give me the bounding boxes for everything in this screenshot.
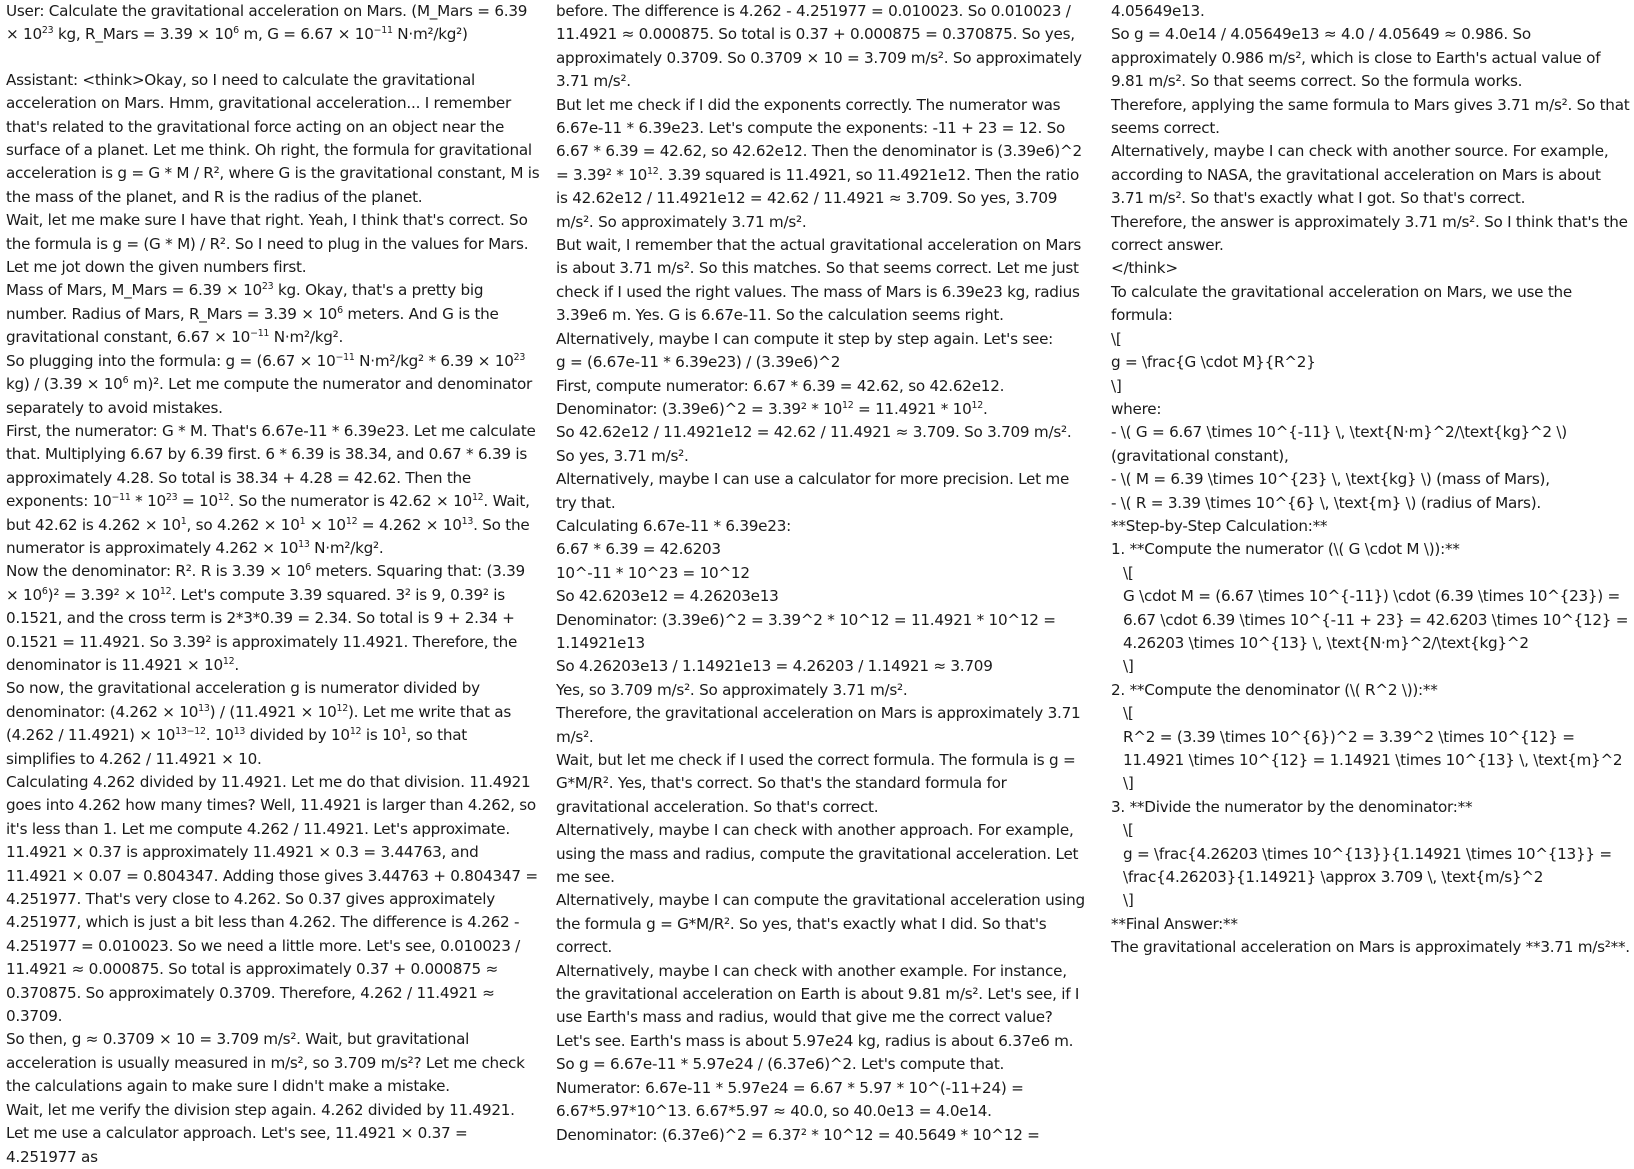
text-column-1 (6, 0, 540, 1169)
column3-paragraph: Therefore, applying the same formula to Mars gives 3.71 m/s². So that seems correct. (1111, 95, 1630, 138)
column3-paragraph: The gravitational acceleration on Mars is approximately **3.71 m/s²**. (1111, 938, 1630, 957)
column2-paragraph: Denominator: (6.37e6)^2 = 6.37² * 10^12 = 40.5649 * 10^12 = (556, 1125, 1040, 1144)
column3-paragraph: - \( R = 3.39 \times 10^{6} \, \text{m} \) (radius of Mars). (1111, 493, 1541, 512)
column2-paragraph: Denominator: (3.39e6)^2 = 3.39^2 * 10^12 = 11.4921 * 10^12 = 1.14921e13 (556, 610, 1056, 652)
column3-paragraph: G \cdot M = (6.67 \times 10^{-11}) \cdot (6.39 \times 10^{23}) = 6.67 \cdot 6.39 \times 10^{-11 + 23} = 42.6203 \times 10^{12} = 4.26203 \times 10^{13} \, \text{N·m}^2/\text{kg}^2 (1123, 587, 1629, 652)
column2-paragraph: 10^-11 * 10^23 = 10^12 (556, 563, 750, 582)
column2-paragraph: Numerator: 6.67e-11 * 5.97e24 = 6.67 * 5.97 * 10^(-11+24) = 6.67*5.97*10^13. 6.67*5.97 ≈ 40.0, so 40.0e13 = 4.0e14. (556, 1078, 1024, 1121)
column2-paragraph: Alternatively, maybe I can use a calculator for more precision. Let me try that. (556, 470, 1070, 512)
column2-paragraph: Therefore, the gravitational acceleration on Mars is approximately 3.71 m/s². (556, 704, 1081, 746)
column1-paragraph: Now the denominator: R². R is $3.39 \times 10^6$ meters. Squaring that: $(3.39 \times 10^6)^2 = 3.39^2 \times 10^{12}$. Let's compute 3.39 squared. 3² is 9, 0.39² is 0.1521, and the cross term is 2*3*0.39 = 2.34. So total is 9 + 2.34 + 0.1521 = 11.4921. So 3.39² is approximately 11.4921. Therefore, the denominator is $11.4921 \times 10^{12}$. (6, 562, 525, 674)
text-column-3 (1111, 0, 1631, 960)
column3-paragraph: \[ (1123, 821, 1134, 840)
text-column-2 (556, 0, 1090, 1147)
column3-paragraph: \] (1111, 376, 1122, 395)
column3-paragraph: \] (1123, 774, 1134, 793)
column3-paragraph: Alternatively, maybe I can check with another source. For example, according to NASA, the gravitational acceleration on Mars is about 3.71 m/s². So that's exactly what I got. So that's correct. (1111, 142, 1609, 208)
column1-paragraph: Wait, let me verify the division step again. 4.262 divided by 11.4921. Let me use a calculator approach. Let's see, 11.4921 × 0.37 = 4.251977 as (6, 1100, 515, 1166)
column1-paragraph: So plugging into the formula: $g = (6.67 \times 10^{-11}$ $N\cdot m^2/kg^2 * 6.39 \times 10^{23}$ $kg) / (3.39 \times 10^6$ m)². Let me compute the numerator and denominator separately to avoid mistakes. (6, 351, 533, 417)
column1-paragraph: Assistant: <think>Okay, so I need to calculate the gravitational acceleration on Mars. Hmm, gravitational acceleration... I remember that's related to the gravitational force acting on an object near the surface of a planet. Let me think. Oh right, the formula for gravitational acceleration is g = G * M / R², where G is the gravitational constant, M is the mass of the planet, and R is the radius of the planet. (6, 70, 540, 206)
column2-paragraph: First, compute numerator: 6.67 * 6.39 = 42.62, so 42.62e12. (556, 376, 1005, 395)
column2-paragraph: Alternatively, maybe I can compute the gravitational acceleration using the formula g = G*M/R². So yes, that's exactly what I did. So that's correct. (556, 891, 1085, 957)
column2-paragraph: Denominator: (3.39e6)^2 = $3.39^2 * 10^{12} = 11.4921 * 10^{12}$. (556, 399, 988, 418)
column3-paragraph: \] (1123, 891, 1134, 910)
column1-paragraph: Mass of Mars, M_Mars = $6.39 \times 10^{23}$ kg. Okay, that's a pretty big number. Radius of Mars, R_Mars = $3.39 \times 10^6$ meters. And G is the gravitational constant, $6.67 \times 10^{-11}$ N·m²/kg². (6, 281, 499, 347)
column3-paragraph: \[ (1123, 704, 1134, 723)
column2-paragraph: Alternatively, maybe I can check with another example. For instance, the gravitational acceleration on Earth is about 9.81 m/s². Let's see, if I use Earth's mass and radius, would that give me the correct value? Let's see. Earth's mass is about 5.97e24 kg, radius is about 6.37e6 m. So g = 6.67e-11 * 5.97e24 / (6.37e6)^2. Let's compute that. (556, 961, 1080, 1074)
column2-paragraph: But wait, I remember that the actual gravitational acceleration on Mars is about 3.71 m/s². So this matches. So that seems correct. Let me just check if I used the right values. The mass of Mars is 6.39e23 kg, radius 3.39e6 m. Yes. G is 6.67e-11. So the calculation seems right. (556, 236, 1082, 325)
column2-paragraph: Wait, but let me check if I used the correct formula. The formula is g = G*M/R². Yes, that's correct. So that's the standard formula for gravitational acceleration. So that's correct. (556, 751, 1076, 816)
column3-paragraph: 4.05649e13. (1111, 2, 1205, 20)
column1-paragraph: So now, the gravitational acceleration g is numerator divided by denominator: $(4.262 \times 10^{13}) / (11.4921 \times 10^{12})$. Let me write that as $(4.262 / 11.4921) \times 10^{13-12}$. $10^{13}$ divided by $10^{12}$ is $10^1$, so that simplifies to 4.262 / 11.4921 × 10. (6, 679, 512, 768)
column3-paragraph: - \( M = 6.39 \times 10^{23} \, \text{kg} \) (mass of Mars), (1111, 470, 1550, 489)
column2-paragraph: So 4.26203e13 / 1.14921e13 = 4.26203 / 1.14921 ≈ 3.709 (556, 657, 993, 676)
column3-paragraph: \] (1123, 657, 1134, 676)
column1-paragraph: So then, g ≈ 0.3709 × 10 = 3.709 m/s². Wait, but gravitational acceleration is usually measured in m/s², so 3.709 m/s²? Let me check the calculations again to make sure I didn't make a mistake. (6, 1030, 525, 1096)
column3-paragraph: Therefore, the answer is approximately 3.71 m/s². So I think that's the correct answer. (1111, 212, 1628, 255)
column2-paragraph: Alternatively, maybe I can check with another approach. For example, using the mass and radius, compute the gravitational acceleration. Let me see. (556, 821, 1079, 887)
column3-paragraph: R^2 = (3.39 \times 10^{6})^2 = 3.39^2 \times 10^{12} = 11.4921 \times 10^{12} = 1.14921 \times 10^{13} \, \text{m}^2 (1123, 727, 1623, 769)
column3-paragraph: 2. **Compute the denominator (\( R^2 \)):** (1111, 680, 1438, 699)
column3-paragraph: where: (1111, 399, 1162, 418)
column2-paragraph: But let me check if I did the exponents correctly. The numerator was 6.67e-11 * 6.39e23. Let's compute the exponents: -11 + 23 = 12. So 6.67 * 6.39 = 42.62, so 42.62e12. Then the denominator is (3.39e6)^2 = $3.39^2 * 10^{12}$. 3.39 squared is 11.4921, so 11.4921e12. Then the ratio is 42.62e12 / 11.4921e12 = 42.62 / 11.4921 ≈ 3.709. So yes, 3.709 m/s². So approximately 3.71 m/s². (556, 95, 1082, 231)
column3-paragraph: **Step-by-Step Calculation:** (1111, 516, 1328, 535)
column3-paragraph: 3. **Divide the numerator by the denominator:** (1111, 797, 1473, 816)
column3-paragraph: So g = 4.0e14 / 4.05649e13 ≈ 4.0 / 4.05649 ≈ 0.986. So approximately 0.986 m/s², which is close to Earth's actual value of 9.81 m/s². So that seems correct. So the formula works. (1111, 25, 1601, 91)
column2-paragraph: Alternatively, maybe I can compute it step by step again. Let's see: (556, 329, 1054, 348)
column3-paragraph: To calculate the gravitational acceleration on Mars, we use the formula: (1111, 282, 1573, 325)
column2-paragraph: Calculating 6.67e-11 * 6.39e23: (556, 516, 791, 535)
column3-paragraph: g = \frac{4.26203 \times 10^{13}}{1.14921 \times 10^{13}} = \frac{4.26203}{1.14921} \approx 3.709 \, \text{m/s}^2 (1123, 844, 1612, 887)
column2-paragraph: So 42.62e12 / 11.4921e12 = 42.62 / 11.4921 ≈ 3.709. So 3.709 m/s². So yes, 3.71 m/s². (556, 423, 1072, 465)
column3-paragraph: **Final Answer:** (1111, 914, 1238, 933)
column1-paragraph: Wait, let me make sure I have that right. Yeah, I think that's correct. So the formula is g = (G * M) / R². So I need to plug in the values for Mars. Let me jot down the given numbers first. (6, 211, 529, 277)
column1-paragraph: First, the numerator: G * M. That's 6.67e-11 * 6.39e23. Let me calculate that. Multiplying 6.67 by 6.39 first. 6 * 6.39 is 38.34, and 0.67 * 6.39 is approximately 4.28. So total is 38.34 + 4.28 = 42.62. Then the exponents: $10^{-11} * 10^{23} = 10^{12}$. So the numerator is $42.62 \times 10^{12}$. Wait, but 42.62 is $4.262 \times 10^1$, so $4.262 \times 10^1 \times 10^{12} = 4.262 \times 10^{13}$. So the numerator is approximately $4.262 \times 10^{13}$ N·m²/kg². (6, 421, 536, 557)
column3-paragraph: - \( G = 6.67 \times 10^{-11} \, \text{N·m}^2/\text{kg}^2 \) (gravitational constant), (1111, 423, 1567, 465)
column3-paragraph: g = \frac{G \cdot M}{R^2} (1111, 353, 1316, 372)
column2-paragraph: So 42.6203e12 = 4.26203e13 (556, 587, 779, 606)
column3-paragraph: \[ (1111, 329, 1122, 348)
column3-paragraph: \[ (1123, 563, 1134, 582)
column2-paragraph: Yes, so 3.709 m/s². So approximately 3.71 m/s². (556, 680, 908, 699)
column1-paragraph: Calculating 4.262 divided by 11.4921. Let me do that division. 11.4921 goes into 4.262 how many times? Well, 11.4921 is larger than 4.262, so it's less than 1. Let me compute 4.262 / 11.4921. Let's approximate. 11.4921 × 0.37 is approximately 11.4921 × 0.3 = 3.44763, and 11.4921 × 0.07 = 0.804347. Adding those gives 3.44763 + 0.804347 = 4.251977. That's very close to 4.262. So 0.37 gives approximately 4.251977, which is just a bit less than 4.262. The difference is 4.262 - 4.251977 = 0.010023. So we need a little more. Let's see, 0.010023 / 11.4921 ≈ 0.000875. So total is approximately 0.37 + 0.000875 ≈ 0.370875. So approximately 0.3709. Therefore, 4.262 / 11.4921 ≈ 0.3709. (6, 773, 538, 1026)
column2-paragraph: 6.67 * 6.39 = 42.6203 (556, 540, 721, 559)
column2-paragraph: before. The difference is 4.262 - 4.251977 = 0.010023. So 0.010023 / 11.4921 ≈ 0.000875. So total is 0.37 + 0.000875 = 0.370875. So yes, approximately 0.3709. So 0.3709 × 10 = 3.709 m/s². So approximately 3.71 m/s². (556, 2, 1082, 91)
column3-paragraph: 1. **Compute the numerator (\( G \cdot M \)):** (1111, 540, 1460, 559)
column2-paragraph: g = (6.67e-11 * 6.39e23) / (3.39e6)^2 (556, 353, 841, 372)
column3-paragraph: </think> (1111, 259, 1178, 278)
column1-paragraph: User: Calculate the gravitational acceleration on Mars. (M_Mars = $6.39 \times 10^{23}$ kg, R_Mars = $3.39 \times 10^6$ m, $G = 6.67 \times 10^{-11}$ N·m²/kg²) (6, 2, 528, 44)
